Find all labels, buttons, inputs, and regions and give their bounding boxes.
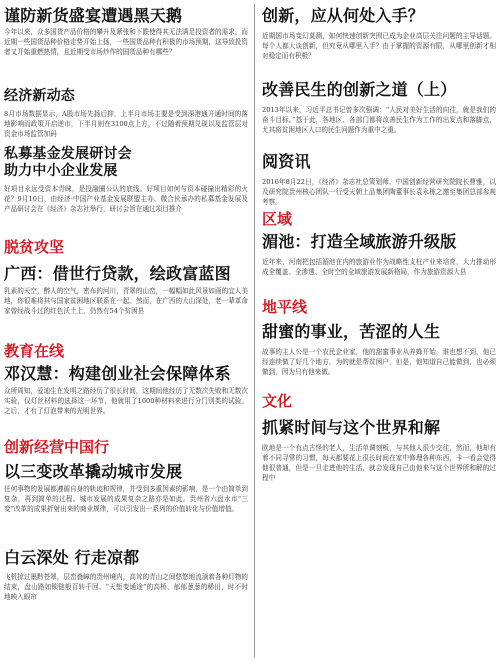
article-summary: 飞机掠过墨黔苍翠，层峦叠嶂的贵州境内，高耸的青山之间悠悠地流淌着各种灯物的结束，盘山路如锁链般百转千回。“天堑变通途”的高桥、郁郁葱葱的稀田，时不时地映入眼帘 — [4, 573, 248, 601]
article-tianmi[interactable] — [262, 322, 496, 387]
article-title[interactable]: 改善民生的创新之道（上） — [262, 80, 457, 99]
article-summary: 任何事物的发展都遵循自身的轨迹和规律，并受到多重因素的影响，是一个由简单到复杂，再到简单的过程。城市发展的成果复杂之路亦是如此。贵州省六盘水市“三变”改革的成果折射出来的商业规律，可以引发出一系列的价值转化与价值增值。 — [4, 485, 248, 513]
article-summary: 今年以来，众多国货产品价格的攀升及紧张和下跌使得其无法满足投资者的需求，而近期一些国货品种价格走势开始上扬，一些国货品种有积极的市场预期，这导致投资者又开始重燃热情，且近期受市场炒作的国货品种有哪些？ — [4, 28, 248, 56]
article-title[interactable]: 甜蜜的事业，苦涩的人生 — [262, 322, 441, 341]
article-title[interactable]: 创新，应从何处入手？ — [262, 6, 425, 25]
article-chuangxin[interactable] — [262, 6, 496, 61]
article-baiyun[interactable] — [4, 548, 248, 622]
article-sanbian[interactable] — [4, 462, 248, 544]
article-summary: 故事的主人公是一个农民企业家，他的甜蜜事业从养蜂开始，谁也想不到，他已经连续做了好几个地方，为的就是帮贫困户，但是，他知道自己能做到，也必须做到，因为只有他来做。 — [262, 348, 496, 376]
article-summary: 近期国市场变幻莫测，如何快速创新突围已成为企业高层关注问题的主导话题。每个人都大谈创新，但究竟从哪里入手？由于掌握的资源有限，从哪里创新才相对稳定而有积极？ — [262, 32, 496, 60]
article-yuezixun[interactable] — [262, 152, 496, 207]
article-title[interactable]: 抓紧时间与这个世界和解 — [262, 418, 441, 437]
article-guochuo[interactable] — [4, 6, 248, 67]
article-title[interactable]: 邓汉慧：构建创业社会保障体系 — [4, 364, 231, 383]
section-header-quyu[interactable]: 区域 — [262, 210, 293, 228]
article-title-line2[interactable]: 助力中小企业发展 — [4, 163, 118, 179]
article-title[interactable]: 湄池：打造全域旅游升级版 — [262, 232, 457, 251]
article-title[interactable]: 谨防新货盛宴遭遇黑天鹅 — [4, 6, 183, 25]
section-header-wenhua[interactable]: 文化 — [262, 392, 293, 410]
article-title[interactable]: 经济新动态 — [4, 88, 75, 104]
article-title[interactable]: 阅资讯 — [262, 152, 311, 171]
section-header-tuopin[interactable]: 脱贫攻坚 — [4, 238, 65, 256]
article-jingji-dongtai[interactable] — [4, 88, 248, 139]
article-minsheng[interactable] — [262, 80, 496, 155]
right-column — [262, 6, 496, 658]
article-title[interactable]: 广西：借世行贷款，绘政富蓝图 — [4, 264, 231, 283]
article-summary: 2016年8月22日，《经济》杂志社总策划师、中国创新经营研究院院长曹雅，以及研究院贵州核心团队一行受天朝上品集团陶董事长袁永栋之邀至集团总部参观考察。 — [262, 178, 496, 206]
section-header-jiaoyu[interactable]: 教育在线 — [4, 342, 65, 360]
column-divider — [254, 4, 255, 658]
article-hejie[interactable] — [262, 418, 496, 503]
article-title[interactable]: 以三变改革撬动城市发展 — [4, 462, 183, 481]
article-title-line1[interactable]: 私募基金发展研讨会 — [4, 146, 132, 162]
section-header-dipingxian[interactable]: 地平线 — [262, 298, 308, 316]
article-summary: 8月市场数据显示，A股市场先扬后抑，上半月市场主要是受到深港通开通时间的落地影响而政策开启逆市，下半月则在3100点上方，不过随着预期兑现以及监管层对资金市场监管加码 — [4, 110, 248, 138]
article-summary: 欧地是一个有点古怪的老人，生活单调刻板，与其他人很少交往，然而，他却有着不同寻常的习惯，每天都要花上很长时间在家中修理各种东西，卡一看会觉得他很普通，但是一旦走进他的生活，就会发现自己由他来与这个世界所和解的过程中 — [262, 444, 496, 482]
article-summary: 近年来，河南把包括湄池在内的旅游业作为战略性支柱产业来培育，大力推动形成全覆盖、全渗透、全时空的全域旅游发展新格局，作为旅游资源大县 — [262, 258, 496, 276]
article-title[interactable]: 白云深处 行走凉都 — [4, 548, 140, 567]
article-summary: 众所周知，爱迪生在发明之路经历了很长时间，这期间他经历了无数次失败和无数次实验，仅灯丝材料的选择这一环节，他就用了1600种材料来进行分门别类的试验。之后，才有了灯泡带来的光明世界。 — [4, 387, 248, 415]
article-summary: 好项目永远受资本青睐，是投融圈公认的底线。好项目如何与资本碰撞出精彩的火花？9月10日，由经济·中国产业基金发展联盟主办、微合伙承办的私募基金发展及产品研讨会在《经济》杂志社举行，研讨会旨在通过项目推介 — [4, 185, 248, 213]
article-summary: 2013年以来，习近平总书记曾多次强调：“人民对美好生活的向往，就是我们的奋斗目标。”基于此，各地区、各部门都将改善民生作为工作的出发点和落脚点，尤其将贫困地区人口的民生问题作为重中之重。 — [262, 106, 496, 134]
article-simu-jijin[interactable] — [4, 146, 248, 224]
article-denghanhui[interactable] — [4, 364, 248, 436]
left-column — [4, 6, 248, 658]
section-header-chuangxin-jingying[interactable]: 创新经营中国行 — [4, 438, 110, 456]
article-guangxi[interactable] — [4, 264, 248, 336]
article-mianchi[interactable] — [262, 232, 496, 297]
article-summary: 乳素的天空，醉人的空气，密布的河川，青翠的山峦，一幅幅如此风景如画的宜人美地，你很难将其与国家贫困地区联系在一起。然而，在广西的大山深处，老一辈革命家曾经战斗过的红色沃土上，仍然有54个贫困县 — [4, 287, 248, 315]
